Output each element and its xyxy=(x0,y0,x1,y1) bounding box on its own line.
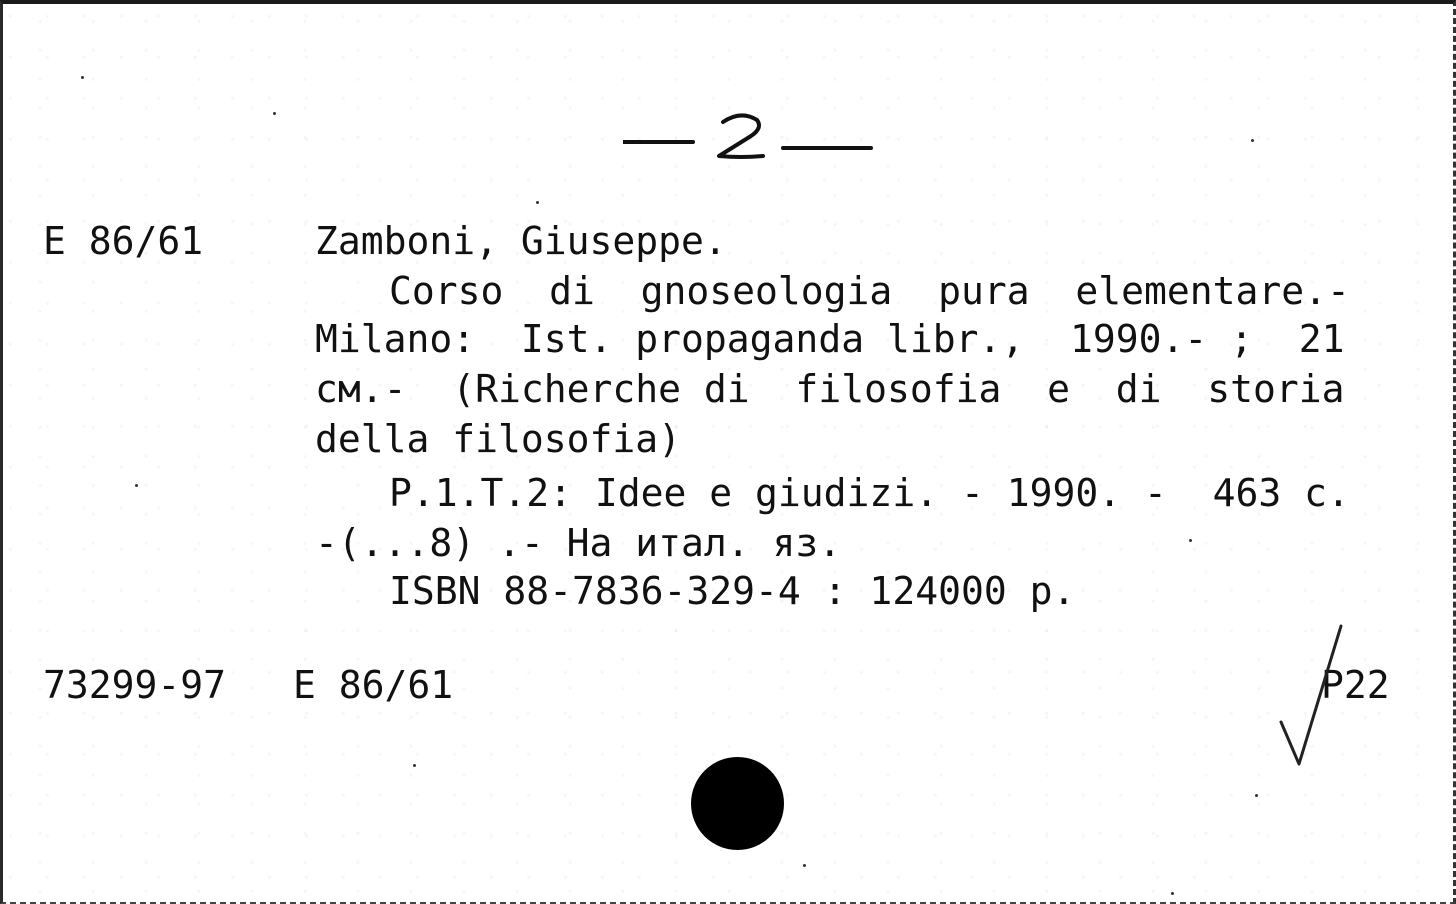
speck xyxy=(413,764,416,767)
page-number-mark xyxy=(623,100,873,170)
description-line-imprint: Milano: Ist. propaganda libr., 1990.- ; 21 xyxy=(315,317,1345,361)
handwritten-page-number xyxy=(623,100,873,170)
speck xyxy=(1171,892,1174,895)
speck xyxy=(273,112,276,115)
entry-heading: Zamboni, Giuseppe. xyxy=(315,219,727,263)
footer-code: P22 xyxy=(1321,663,1390,707)
check-mark-icon xyxy=(1273,614,1363,774)
description-line-series-cont: della filosofia) xyxy=(315,417,682,461)
call-number-repeat: E 86/61 xyxy=(293,663,454,707)
description-line-part: P.1.T.2: Idee e giudizi. - 1990. - 463 c. xyxy=(389,471,1350,515)
speck xyxy=(1255,794,1258,797)
punch-hole xyxy=(691,757,784,850)
call-number: E 86/61 xyxy=(43,219,204,263)
description-line-title: Corso di gnoseologia pura elementare.- xyxy=(389,269,1350,313)
speck xyxy=(135,484,138,487)
record-number: 73299-97 xyxy=(43,663,227,707)
description-line-language: -(...8) .- На итал. яз. xyxy=(315,521,842,565)
description-line-series: см.- (Richerche di filosofia e di storia xyxy=(315,367,1345,411)
speck xyxy=(1251,139,1254,142)
description-line-isbn: ISBN 88-7836-329-4 : 124000 p. xyxy=(389,569,1076,613)
speck xyxy=(536,201,539,204)
speck xyxy=(1189,539,1192,542)
speck xyxy=(81,76,84,79)
speck xyxy=(803,864,806,867)
